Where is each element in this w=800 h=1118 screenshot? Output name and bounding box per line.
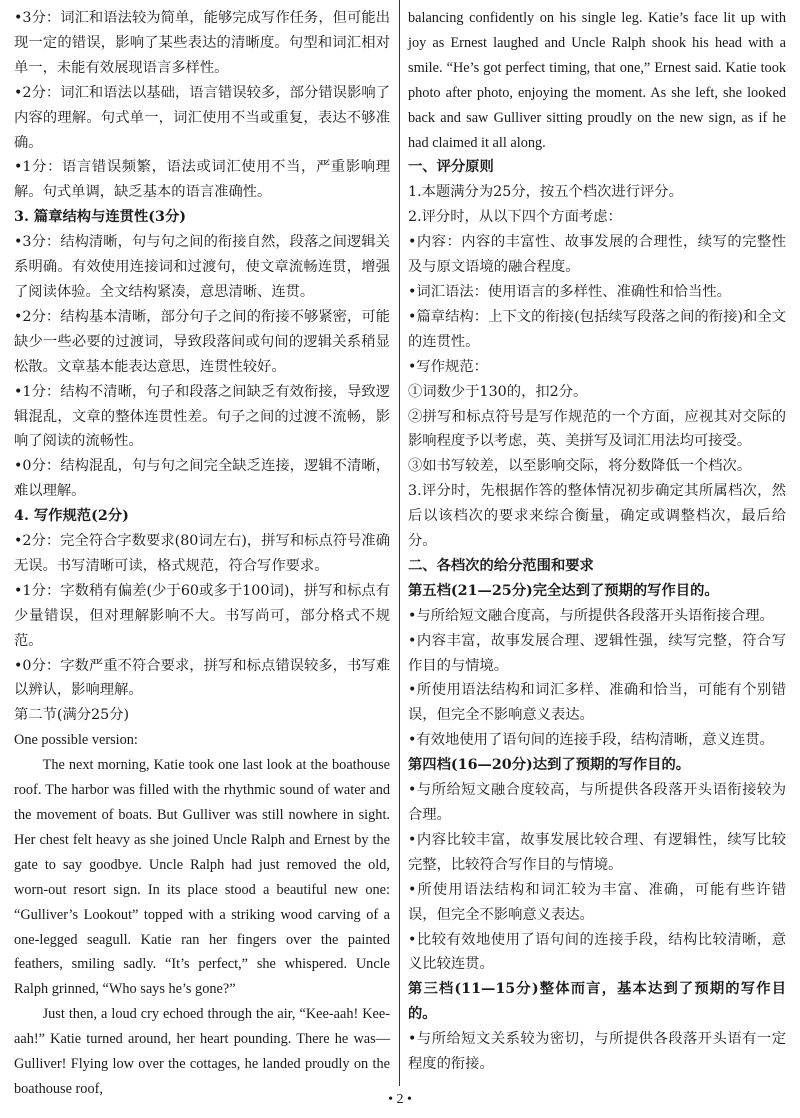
score-2-structure: •2分：结构基本清晰，部分句子之间的衔接不够紧密，可能缺少一些必要的过渡词，导致段落间或句间的逻辑关系稍显松散。文章基本能表达意思，连贯性较好。 bbox=[14, 308, 390, 375]
page-number: • 2 • bbox=[388, 1092, 412, 1107]
right-column bbox=[408, 6, 786, 1077]
score-1-norms: •1分：字数稍有偏差(少于60或多于100词)，拼写和标点有少量错误，但对理解影响不大。书写尚可，部分格式不规范。 bbox=[14, 582, 390, 649]
possible-version-label: One possible version: bbox=[14, 732, 138, 749]
grade-3-item-1: •与所给短文关系较为密切，与所提供各段落开头语有一定程度的衔接。 bbox=[408, 1031, 786, 1073]
score-0-norms: •0分：字数严重不符合要求，拼写和标点错误较多，书写难以辨认，影响理解。 bbox=[14, 657, 390, 699]
grade-4-item-4: •比较有效地使用了语句间的连接手段，结构比较清晰，意义比较连贯。 bbox=[408, 931, 786, 973]
score-2-language: •2分：词汇和语法以基础，语言错误较多，部分错误影响了内容的理解。句式单一，词汇使用不当或重复，表达不够准确。 bbox=[14, 84, 390, 151]
left-column bbox=[14, 6, 390, 1102]
norm-handwriting: ③如书写较差，以至影响交际，将分数降低一个档次。 bbox=[408, 458, 752, 475]
grade-4-item-1: •与所给短文融合度较高，与所提供各段落开头语衔接较为合理。 bbox=[408, 782, 786, 823]
grade-4-heading: 第四档(16—20分)达到了预期的写作目的。 bbox=[408, 757, 691, 774]
heading-structure: 3. 篇章结构与连贯性(3分) bbox=[14, 209, 187, 226]
essay-paragraph-1: The next morning, Katie took one last look at the boathouse roof. The harbor was filled with the rhythmic sound of water and the movement of boats. But Gulliver was still nowhere in sight. Her chest felt heavy as she joined Uncle Ralph and Ernest by the gate to say goodbye. Uncle Ralph had just removed the old, worn-out resort sign. In its place stood a beautiful new one: “Gulliver’s Lookout” topped with a striking wood carving of a one-legged seagull. Katie ran her fingers over the painted feathers, smiling sadly. “It’s perfect,” she whispered. Uncle Ralph grinned, “Who says he’s gone?” bbox=[14, 757, 390, 998]
grade-5-item-2: •内容丰富，故事发展合理、逻辑性强，续写完整，符合写作目的与情境。 bbox=[408, 632, 786, 674]
score-1-language: •1分：语言错误频繁，语法或词汇使用不当，严重影响理解。句式单调，缺乏基本的语言准确性。 bbox=[14, 159, 390, 201]
criterion-writing-norms: •写作规范： bbox=[408, 358, 488, 375]
grade-5-item-3: •所使用语法结构和词汇多样、准确和恰当，可能有个别错误，但完全不影响意义表达。 bbox=[408, 682, 786, 724]
score-0-structure: •0分：结构混乱，句与句之间完全缺乏连接，逻辑不清晰，难以理解。 bbox=[14, 458, 390, 500]
principle-3: 3.评分时，先根据作答的整体情况初步确定其所属档次，然后以该档次的要求来综合衡量，确定或调整档次，最后给分。 bbox=[408, 483, 786, 550]
score-1-structure: •1分：结构不清晰，句子和段落之间缺乏有效衔接，导致逻辑混乱，文章的整体连贯性差。句子之间的过渡不流畅，影响了阅读的流畅性。 bbox=[14, 383, 390, 450]
criterion-structure: •篇章结构：上下文的衔接(包括续写段落之间的衔接)和全文的连贯性。 bbox=[408, 308, 786, 350]
score-3-structure: •3分：结构清晰，句与句之间的衔接自然，段落之间逻辑关系明确。有效使用连接词和过渡句，使文章流畅连贯，增强了阅读体验。全文结构紧凑，意思清晰、连贯。 bbox=[14, 234, 390, 300]
grade-5-item-1: •与所给短文融合度高，与所提供各段落开头语衔接合理。 bbox=[408, 607, 774, 624]
grade-4-item-2: •内容比较丰富，故事发展比较合理、有逻辑性，续写比较完整，比较符合写作目的与情境。 bbox=[408, 831, 786, 873]
grade-5-item-4: •有效地使用了语句间的连接手段，结构清晰，意义连贯。 bbox=[408, 732, 774, 749]
heading-grade-ranges: 二、各档次的给分范围和要求 bbox=[408, 557, 594, 574]
principle-2: 2.评分时，从以下四个方面考虑： bbox=[408, 209, 622, 226]
grade-3-heading: 第三档(11—15分)整体而言，基本达到了预期的写作目的。 bbox=[408, 981, 786, 1023]
criterion-content: •内容：内容的丰富性、故事发展的合理性，续写的完整性及与原文语境的融合程度。 bbox=[408, 234, 786, 276]
principle-1: 1.本题满分为25分，按五个档次进行评分。 bbox=[408, 184, 683, 201]
norm-word-count: ①词数少于130的，扣2分。 bbox=[408, 383, 588, 400]
essay-paragraph-2-continued: balancing confidently on his single leg. Katie’s face lit up with joy as Ernest laughed and Uncle Ralph shook his head with a smile. “He’s got perfect timing, that one,” Ernest said. Katie took photo after photo, enjoying the moment. As she left, she looked back and saw Gulliver sitting proudly on the new sign, as if he had claimed it all along. bbox=[408, 10, 786, 151]
score-2-norms: •2分：完全符合字数要求(80词左右)，拼写和标点符号准确无误。书写清晰可读，格式规范，符合写作要求。 bbox=[14, 533, 390, 574]
section-two-heading: 第二节(满分25分) bbox=[14, 707, 130, 724]
grade-4-item-3: •所使用语法结构和词汇较为丰富、准确，可能有些许错误，但完全不影响意义表达。 bbox=[408, 881, 786, 923]
heading-writing-norms: 4. 写作规范(2分) bbox=[14, 508, 129, 525]
heading-scoring-principles: 一、评分原则 bbox=[408, 159, 494, 176]
column-divider bbox=[399, 0, 400, 1086]
norm-spelling: ②拼写和标点符号是写作规范的一个方面，应视其对交际的影响程度予以考虑，英、美拼写及词汇用法均可接受。 bbox=[408, 408, 786, 450]
criterion-vocab-grammar: •词汇语法：使用语言的多样性、准确性和恰当性。 bbox=[408, 283, 731, 300]
score-3-language: •3分：词汇和语法较为简单，能够完成写作任务，但可能出现一定的错误，影响了某些表达的清晰度。句型和词汇相对单一，未能有效展现语言多样性。 bbox=[14, 10, 390, 76]
essay-paragraph-2: Just then, a loud cry echoed through the air, “Kee-aah! Kee-aah!” Katie turned around, her heart pounding. There he was—Gulliver! Flying low over the cottages, he landed proudly on the boathouse roof, bbox=[14, 1006, 390, 1097]
grade-5-heading: 第五档(21—25分)完全达到了预期的写作目的。 bbox=[408, 582, 719, 599]
